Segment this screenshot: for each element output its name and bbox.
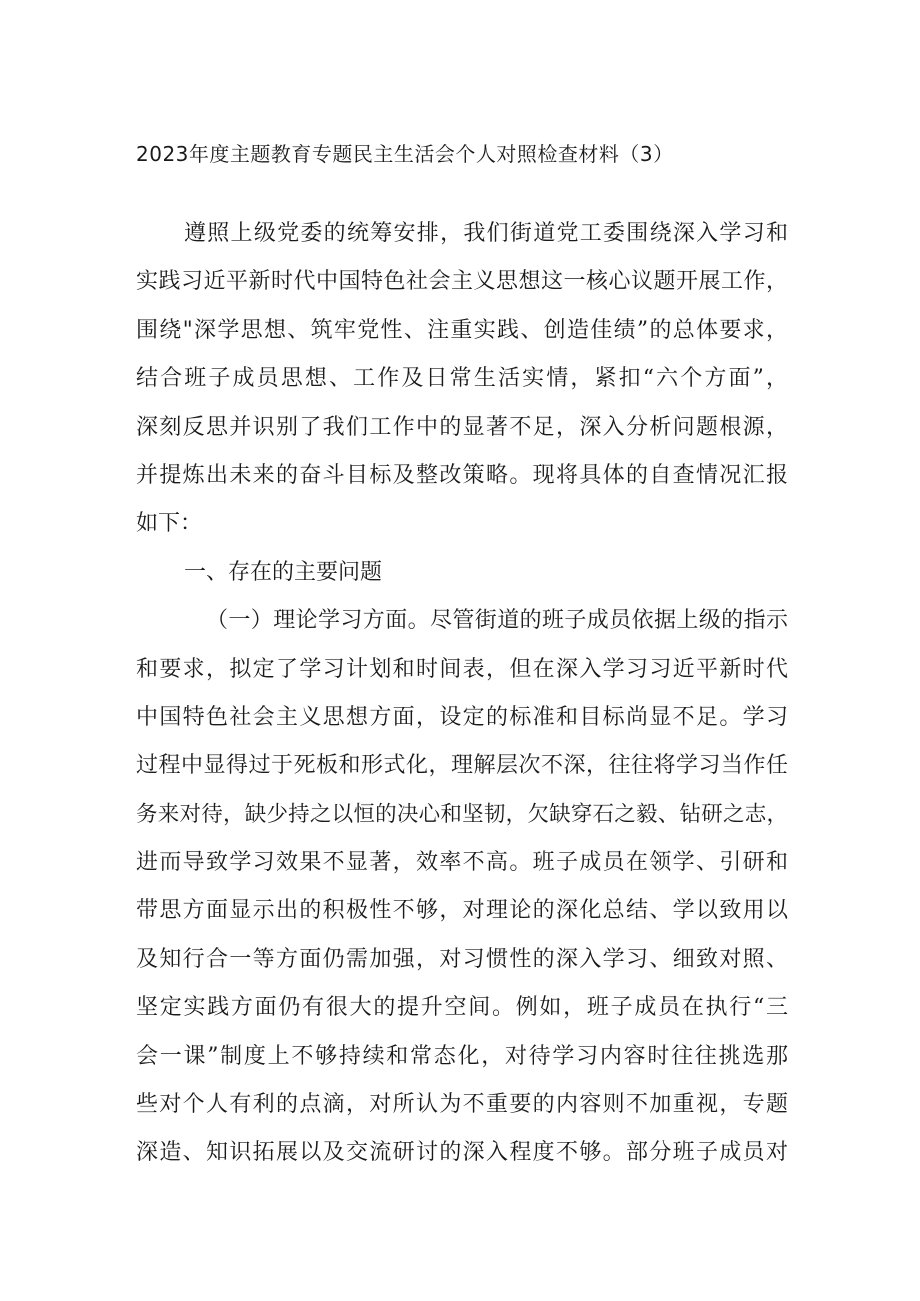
paragraph-line: 坚定实践方面仍有很大的提升空间。例如，班子成员在执行“三 <box>136 995 788 1021</box>
paragraph-line: 如下： <box>136 511 203 537</box>
paragraph-line: 带思方面显示出的积极性不够，对理论的深化总结、学以致用以 <box>136 898 788 924</box>
paragraph-line: 会一课”制度上不够持续和常态化，对待学习内容时往往挑选那 <box>136 1043 788 1069</box>
paragraph-line: 深造、知识拓展以及交流研讨的深入程度不够。部分班子成员对 <box>136 1140 788 1166</box>
document-body <box>136 210 788 1178</box>
paragraph-line: （一）理论学习方面。尽管街道的班子成员依据上级的指示 <box>206 608 788 634</box>
paragraph-line: 些对个人有利的点滴，对所认为不重要的内容则不加重视，专题 <box>136 1092 788 1118</box>
document-title: 2023年度主题教育专题民主生活会个人对照检查材料（3） <box>136 142 674 166</box>
section-heading: 一、存在的主要问题 <box>184 559 383 585</box>
paragraph-line: 中国特色社会主义思想方面，设定的标准和目标尚显不足。学习 <box>136 704 788 730</box>
paragraph-line: 实践习近平新时代中国特色社会主义思想这一核心议题开展工作， <box>136 269 788 295</box>
paragraph-line: 务来对待，缺少持之以恒的决心和坚韧，欠缺穿石之毅、钻研之志， <box>136 801 788 827</box>
paragraph-line: 进而导致学习效果不显著，效率不高。班子成员在领学、引研和 <box>136 850 788 876</box>
paragraph-line: 过程中显得过于死板和形式化，理解层次不深，往往将学习当作任 <box>136 753 788 779</box>
paragraph-line: 遵照上级党委的统筹安排，我们街道党工委围绕深入学习和 <box>184 221 788 246</box>
paragraph-line: 并提炼出未来的奋斗目标及整改策略。现将具体的自查情况汇报 <box>136 462 788 488</box>
paragraph-line: 深刻反思并识别了我们工作中的显著不足，深入分析问题根源， <box>136 414 788 440</box>
paragraph-line: 结合班子成员思想、工作及日常生活实情，紧扣“六个方面”， <box>136 366 788 392</box>
paragraph-line: 围绕"深学思想、筑牢党性、注重实践、创造佳绩”的总体要求， <box>136 317 788 343</box>
paragraph-line: 和要求，拟定了学习计划和时间表，但在深入学习习近平新时代 <box>136 656 788 682</box>
paragraph-line: 及知行合一等方面仍需加强，对习惯性的深入学习、细致对照、 <box>136 946 788 972</box>
